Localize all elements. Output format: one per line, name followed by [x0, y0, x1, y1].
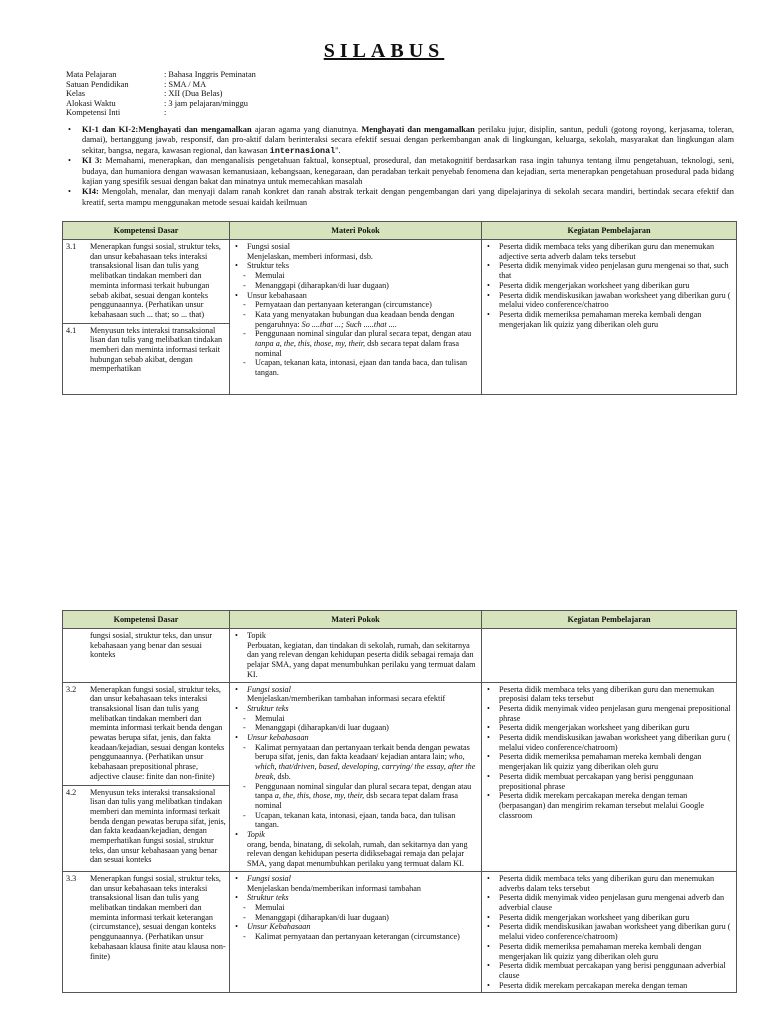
list-item: - Menanggapi (diharapkan/di luar dugaan): [233, 913, 478, 923]
header-kompetensi-dasar: Kompetensi Dasar: [63, 611, 230, 629]
list-item: • Unsur Kebahasaan: [233, 922, 478, 932]
list-item: • Fungsi sosial: [233, 874, 478, 884]
list-item: - Ucapan, tekanan kata, intonasi, ejaan dan tanda baca, dan tulisan tangan.: [233, 358, 478, 377]
materi-pokok-cell: [230, 682, 482, 871]
meta-row: Kelas : XII (Dua Belas): [66, 89, 223, 99]
list-item: - Kalimat pernyataan dan pertanyaan terkait benda dengan pewatas berupa sifat, jenis, dan fakta keadaan/ kejadian antara lain; who, which, that/driven, based, developing, carrying/ the essay, after the break, dsb.: [233, 743, 478, 782]
list-item: - Pernyataan dan pertanyaan keterangan (circumstance): [233, 300, 478, 310]
list-item: - Ucapan, tekanan kata, intonasi, ejaan, tanda baca, dan tulisan tangan.: [233, 811, 478, 830]
header-kompetensi-dasar: Kompetensi Dasar: [63, 222, 230, 240]
list-item: • Struktur teks: [233, 893, 478, 903]
materi-pokok-cell: [230, 629, 482, 683]
list-item: • Topik: [233, 830, 478, 840]
kd-cell: 3.3 Menerapkan fungsi sosial, struktur teks, dan unsur kebahasaan teks interaksi transaksional lisan dan tulis yang melibatkan tindakan memberi dan meminta informasi terkait keterangan (circumstance), sesuai dengan konteks penggunaannya. (Perhatikan unsur kebahasaan klausa finite atau klausa non-finite): [63, 871, 230, 992]
ki-4: • KI4: Mengolah, menalar, dan menyaji dalam ranah konkret dan ranah abstrak terkait dengan pengembangan dari yang dipelajarinya di sekolah secara mandiri, bertindak secara efektif dan kreatif, serta mampu menggunakan metode sesuai kaidah keilmuan: [66, 187, 734, 208]
list-item: • Peserta didik memeriksa pemahaman mereka kembali dengan mengerjakan lik quiziz yang diberikan oleh guru: [485, 752, 733, 771]
list-item: orang, benda, binatang, di sekolah, rumah, dan sekitarnya dan yang relevan dengan kehidupan peserta didiksebagai remaja dan pelajar SMA, yang dapat menumbuhkan perilaku yang termuat dalam KI.: [247, 839, 468, 869]
ki-3: • KI 3: Memahami, menerapkan, dan menganalisis pengetahuan faktual, konseptual, prosedural, dan metakognitif berdasarkan rasa ingin tahunya tentang ilmu pengetahuan, teknologi, seni, budaya, dan humaniora dengan wawasan kemanusiaan, kebangsaan, kenegaraan, dan peradaban terkait penyebab fenomena dan kejadian, serta menerapkan pengetahuan prosedural pada bidang kajian yang spesifik sesuai dengan bakat dan minatnya untuk memecahkan masalah: [66, 156, 734, 187]
document-title: SILABUS: [323, 40, 445, 62]
list-item: • Peserta didik mengerjakan worksheet yang diberikan guru: [485, 723, 733, 733]
list-item: - Penggunaan nominal singular dan plural secara tepat, dengan atau tanpa a, the, this, those, my, their, dsb secara tepat dalam frasa nominal: [233, 782, 478, 811]
kd-cell: 3.2 Menerapkan fungsi sosial, struktur teks, dan unsur kebahasaan teks interaksi transaksional lisan dan tulis yang melibatkan tindakan memberi dan meminta informasi terkait benda dengan pewatas berupa sifat, jenis, dan fakta keadaan/kejadian, sesuai dengan konteks penggunaannya. (Perhatikan unsur kebahasaan prepositional phrase, adjective clause: finite dan non-finite) 4.2 Menyusun teks interaksi transaksional lisan dan tulis yang melibatkan tindakan memberi dan meminta informasi terkait benda dengan pewatas berupa sifat, jenis, dan fakta keadaan/kejadian, dengan memperhatikan fungsi sosial, struktur teks, dan unsur kebahasaan yang benar dan sesuai konteks: [63, 682, 230, 871]
header-materi-pokok: Materi Pokok: [230, 611, 482, 629]
list-item: • Peserta didik memeriksa pemahaman mereka kembali dengan mengerjakan lik quiziz yang diberikan oleh guru: [485, 310, 733, 329]
list-item: • Peserta didik mendiskusikan jawaban worksheet yang diberikan guru ( melalui video conference/chatroom): [485, 733, 733, 752]
list-item: - Penggunaan nominal singular dan plural secara tepat, dengan atau tanpa a, the, this, those, my, their, dsb secara tepat dalam frasa nominal: [233, 329, 478, 358]
meta-row: Satuan Pendidikan : SMA / MA: [66, 79, 207, 89]
list-item: • Peserta didik merekam percakapan mereka dengan teman: [485, 981, 733, 991]
meta-row: Mata Pelajaran : Bahasa Inggris Peminatan: [66, 70, 256, 79]
ki-1-2: • KI-1 dan KI-2:Menghayati dan mengamalkan ajaran agama yang dianutnya. Menghayati dan mengamalkan perilaku jujur, disiplin, santun, peduli (gotong royong, kerjasama, toleran, damai), bertanggung jawab, responsif, dan pro-aktif dalam berinteraksi secara efektif sesuai dengan perkembangan anak di lingkungan, keluarga, sekolah, masyarakat dan lingkungan alam sekitar, bangsa, negara, kawasan regional, dan kawasan internasional".: [66, 125, 734, 156]
meta-row: Kompetensi Inti :: [66, 108, 167, 118]
list-item: • Peserta didik mengerjakan worksheet yang diberikan guru: [485, 913, 733, 923]
list-item: Menjelaskan benda/memberikan informasi tambahan: [247, 883, 421, 893]
list-item: • Topik Perbuatan, kegiatan, dan tindakan di sekolah, rumah, dan sekitarnya dan yang relevan dengan kehidupan peserta didik sebagai remaja dan pelajar SMA, yang dapat menumbuhkan perilaku yang termuat dalam KI.: [233, 631, 478, 680]
list-item: • Fungsi sosial Menjelaskan, memberi informasi, dsb.: [233, 242, 478, 261]
meta-block: [66, 70, 256, 118]
list-item: - Menanggapi (diharapkan/di luar dugaan): [233, 281, 478, 291]
list-item: - Memulai: [233, 271, 478, 281]
list-item: • Peserta didik merekam percakapan mereka dengan teman (berpasangan) dan mengirim rekaman tersebut melalui Google classroom: [485, 791, 733, 820]
materi-pokok-cell: [230, 871, 482, 992]
kd-cell: 3.1 Menerapkan fungsi sosial, struktur teks, dan unsur kebahasaan teks interaksi transaksional lisan dan tulis yang melibatkan tindakan memberi dan meminta informasi terkait hubungan sebab akibat, sesuai dengan konteks penggunaannya. (Perhatikan unsur kebahasaan such ... that; so ... that) 4.1 Menyusun teks interaksi transaksional lisan dan tulis yang melibatkan tindakan memberi dan meminta informasi terkait hubungan sebab akibat, dengan memperhatikan: [63, 240, 230, 395]
list-item: • Peserta didik membaca teks yang diberikan guru dan menemukan preposisi dalam teks tersebut: [485, 685, 733, 704]
list-item: • Peserta didik menyimak video penjelasan guru mengenai so that, such that: [485, 261, 733, 280]
list-item: • Fungsi sosial: [233, 685, 478, 695]
meta-row: Alokasi Waktu : 3 jam pelajaran/minggu: [66, 98, 248, 108]
list-item: - Kata yang menyatakan hubungan dua keadaan benda dengan pengaruhnya: So ....that ...; Such .....that ....: [233, 310, 478, 329]
list-item: - Kalimat pernyataan dan pertanyaan keterangan (circumstance): [233, 932, 478, 942]
header-materi-pokok: Materi Pokok: [230, 222, 482, 240]
silabus-table-1: [62, 221, 737, 395]
list-item: • Peserta didik membuat percakapan yang berisi penggunaan prepositional phrase: [485, 772, 733, 791]
list-item: • Peserta didik memeriksa pemahaman mereka kembali dengan mengerjakan lik quiziz yang diberikan oleh guru: [485, 942, 733, 961]
list-item: • Peserta didik mendiskusikan jawaban worksheet yang diberikan guru ( melalui video conference/chatroo: [485, 291, 733, 310]
list-item: • Unsur kebahasaan: [233, 733, 478, 743]
kegiatan-cell: [482, 871, 737, 992]
kegiatan-cell: [482, 240, 737, 395]
list-item: - Memulai: [233, 903, 478, 913]
list-item: • Peserta didik membaca teks yang diberikan guru dan menemukan adjective serta adverb dalam teks tersebut: [485, 242, 733, 261]
header-kegiatan-pembelajaran: Kegiatan Pembelajaran: [482, 222, 737, 240]
kd-cell: fungsi sosial, struktur teks, dan unsur kebahasaan yang benar dan sesuai konteks: [63, 629, 230, 683]
list-item: - Menanggapi (diharapkan/di luar dugaan): [233, 723, 478, 733]
list-item: • Peserta didik menyimak video penjelasan guru mengenai prepositional phrase: [485, 704, 733, 723]
header-kegiatan-pembelajaran: Kegiatan Pembelajaran: [482, 611, 737, 629]
kompetensi-inti-list: [66, 125, 734, 208]
kegiatan-cell: [482, 682, 737, 871]
list-item: • Peserta didik mengerjakan worksheet yang diberikan guru: [485, 281, 733, 291]
list-item: • Peserta didik menyimak video penjelasan guru mengenai adverb dan adverbial clause: [485, 893, 733, 912]
list-item: • Struktur teks: [233, 704, 478, 714]
list-item: • Peserta didik mendiskusikan jawaban worksheet yang diberikan guru ( melalui video conference/chatroom): [485, 922, 733, 941]
list-item: • Peserta didik membuat percakapan yang berisi penggunaan adverbial clause: [485, 961, 733, 980]
list-item: Menjelaskan/memberikan tambahan informasi secara efektif: [247, 694, 446, 704]
list-item: • Unsur kebahasaan: [233, 291, 478, 301]
kegiatan-cell: [482, 629, 737, 683]
list-item: • Struktur teks: [233, 261, 478, 271]
materi-pokok-cell: [230, 240, 482, 395]
list-item: • Peserta didik membaca teks yang diberikan guru dan menemukan adverbs dalam teks tersebut: [485, 874, 733, 893]
silabus-table-2: [62, 610, 737, 993]
list-item: - Memulai: [233, 714, 478, 724]
